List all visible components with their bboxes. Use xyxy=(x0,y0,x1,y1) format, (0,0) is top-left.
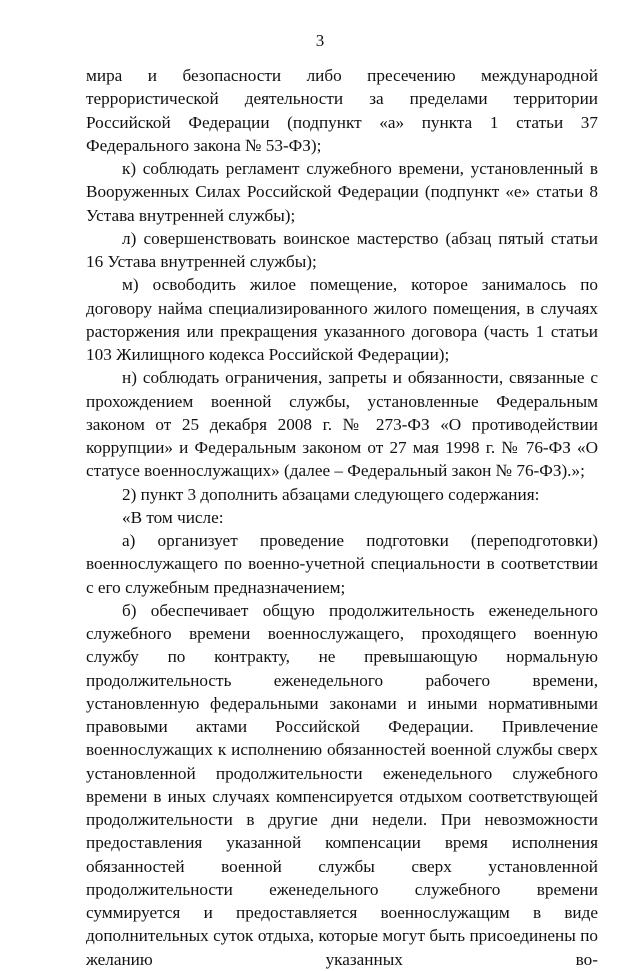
paragraph-item-b: б) обеспечивает общую продолжительность еженедельного служебного времени военнослужащего, проходящего военную службу по контракту, не превышающую нормальную продолжительность еженедельного рабочего времени, установленную федеральными законами и иными нормативными правовыми актами Российской Федерации. Привлечение военнослужащих к исполнению обязанностей военной службы сверх установленной продолжительности еженедельного служебного времени в иных случаях компенсируется отдыхом соответствующей продолжительности в другие дни недели. При невозможности предоставления указанной компенсации время исполнения обязанностей военной службы сверх установленной продолжительности еженедельного служебного времени суммируется и предоставляется военнослужащим в виде дополнительных суток отдыха, которые могут быть присоединены по желанию указанных во- xyxy=(86,600,598,969)
paragraph-item-l: л) совершенствовать воинское мастерство (абзац пятый статьи 16 Устава внутренней службы); xyxy=(86,228,598,271)
paragraph-item-k: к) соблюдать регламент служебного времени, установленный в Вооруженных Силах Российской Федерации (подпункт «е» статьи 8 Устава внутренней службы); xyxy=(86,159,598,225)
paragraph-item-m: м) освободить жилое помещение, которое занималось по договору найма специализированного жилого помещения, в случаях расторжения или прекращения указанного договора (часть 1 статьи 103 Жилищного кодекса Российской Федерации); xyxy=(86,275,598,364)
page-number: 3 xyxy=(315,31,325,50)
document-body xyxy=(86,64,598,971)
paragraph-continuation: мира и безопасности либо пресечению международной террористической деятельности за пределами территории Российской Федерации (подпункт «а» пункта 1 статьи 37 Федерального закона № 53-ФЗ); xyxy=(86,66,598,155)
paragraph-item-a: а) организует проведение подготовки (переподготовки) военнослужащего по военно-учетной специальности в соответствии с его служебным предназначением; xyxy=(86,531,598,597)
paragraph-point-2: 2) пункт 3 дополнить абзацами следующего содержания: xyxy=(122,484,540,504)
paragraph-item-n: н) соблюдать ограничения, запреты и обязанности, связанные с прохождением военной службы, установленные Федеральным законом от 25 декабря 2008 г. № 273-ФЗ «О противодействии коррупции» и Федеральным законом от 27 мая 1998 г. № 76-ФЗ «О статусе военнослужащих» (далее – Федеральный закон № 76-ФЗ).»; xyxy=(86,368,598,481)
paragraph-including: «В том числе: xyxy=(122,507,224,527)
